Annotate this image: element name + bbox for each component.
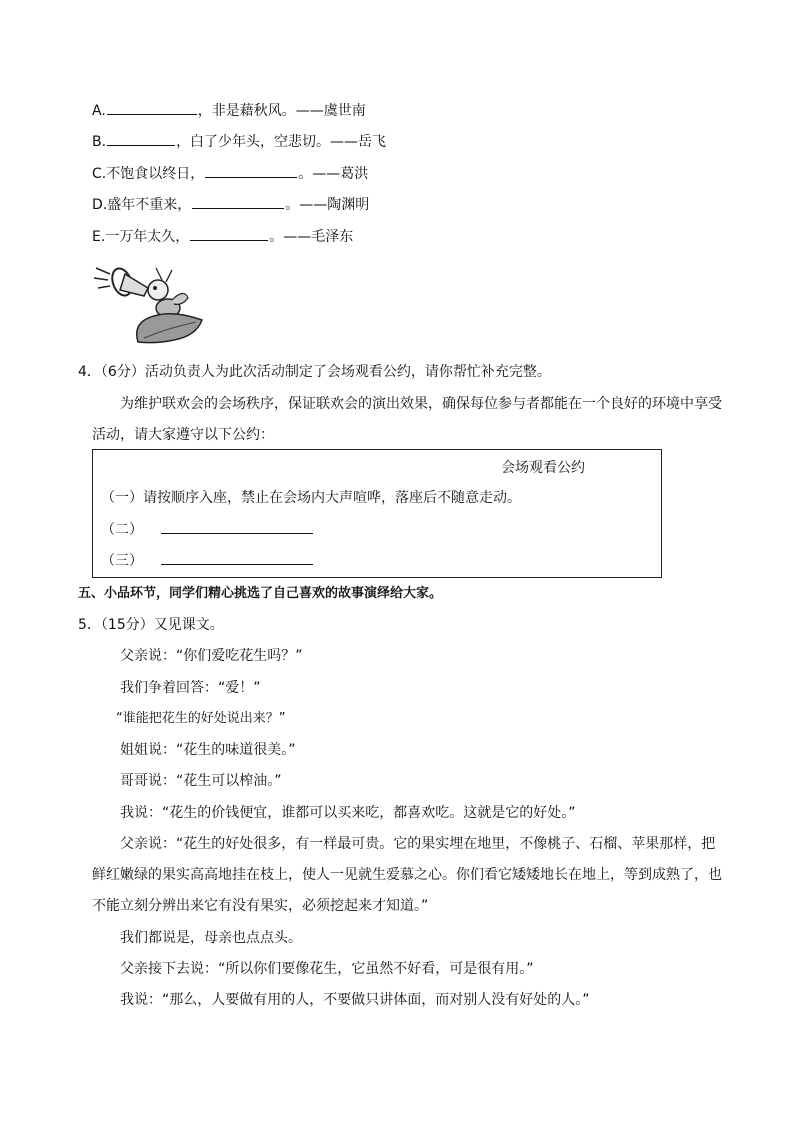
convention-box (92, 449, 662, 578)
section-5-heading: 五、小品环节，同学们精心挑选了自己喜欢的故事演绎给大家。 (78, 586, 443, 601)
poem-suffix: 。——葛洪 (298, 166, 369, 182)
convention-item-2 (101, 519, 313, 540)
passage-line: 姐姐说：“花生的味道很美。” (120, 742, 296, 758)
poem-prefix: E.一万年太久， (92, 229, 190, 245)
convention-item-2-label: （二） (101, 522, 143, 538)
passage-line: 我们都说是，母亲也点点头。 (120, 930, 302, 946)
convention-item-3-label: （三） (101, 553, 143, 569)
convention-item-3-blank[interactable] (161, 550, 313, 565)
passage-line: 鲜红嫩绿的果实高高地挂在枝上，使人一见就生爱慕之心。你们看它矮矮地长在地上，等到成熟了，也 (92, 867, 722, 883)
poem-line-d (92, 194, 369, 215)
poem-suffix: ，非是藉秋风。——虞世南 (197, 103, 366, 119)
passage-line: “谁能把花生的好处说出来？” (116, 711, 286, 726)
poem-suffix: 。——陶渊明 (285, 197, 370, 213)
passage-line: 哥哥说：“花生可以榨油。” (120, 773, 282, 789)
poem-line-b (92, 131, 386, 152)
question-4-heading: 4．（6分）活动负责人为此次活动制定了会场观看公约，请你帮忙补充完整。 (78, 364, 551, 380)
poem-prefix: A. (92, 103, 106, 119)
answer-blank[interactable] (107, 131, 175, 146)
convention-item-3 (101, 550, 313, 571)
passage-line: 我们争着回答：“爱！” (120, 680, 261, 696)
question-5-heading: 5．（15分）又见课文。 (78, 617, 224, 633)
poem-prefix: B. (92, 134, 107, 150)
passage-line: 不能立刻分辨出来它有没有果实，必须挖起来才知道。” (92, 898, 429, 914)
passage-line: 我说：“那么，人要做有用的人，不要做只讲体面，而对别人没有好处的人。” (120, 992, 590, 1008)
answer-blank[interactable] (107, 100, 197, 115)
poem-line-a (92, 100, 366, 121)
poem-line-e (92, 226, 353, 247)
passage-line: 父亲说：“花生的好处很多，有一样最可贵。它的果实埋在地里，不像桃子、石榴、苹果那样，把 (120, 836, 716, 852)
answer-blank[interactable] (205, 163, 297, 178)
poem-suffix: ，白了少年头，空悲切。——岳飞 (176, 134, 387, 150)
convention-item-2-blank[interactable] (161, 519, 313, 534)
convention-item-1: （一）请按顺序入座，禁止在会场内大声喧哗，落座后不随意走动。 (101, 490, 521, 506)
answer-blank[interactable] (192, 194, 284, 209)
passage-line: 父亲说：“你们爱吃花生吗？” (120, 648, 303, 664)
answer-blank[interactable] (190, 226, 268, 241)
poem-suffix: 。——毛泽东 (269, 229, 354, 245)
question-4-intro: 为维护联欢会的会场秩序，保证联欢会的演出效果，确保每位参与者都能在一个良好的环境中享受 (120, 396, 722, 412)
poem-prefix: C.不饱食以终日， (92, 166, 205, 182)
passage-line: 父亲接下去说：“所以你们要像花生，它虽然不好看，可是很有用。” (120, 961, 534, 977)
passage-line: 我说：“花生的价钱便宜，谁都可以买来吃，都喜欢吃。这就是它的好处。” (120, 805, 576, 821)
convention-title: 会场观看公约 (501, 460, 585, 476)
megaphone-insect-illustration (92, 258, 212, 344)
question-4-intro-cont: 活动，请大家遵守以下公约： (92, 427, 274, 443)
poem-prefix: D.盛年不重来， (92, 197, 192, 213)
poem-line-c (92, 163, 368, 184)
